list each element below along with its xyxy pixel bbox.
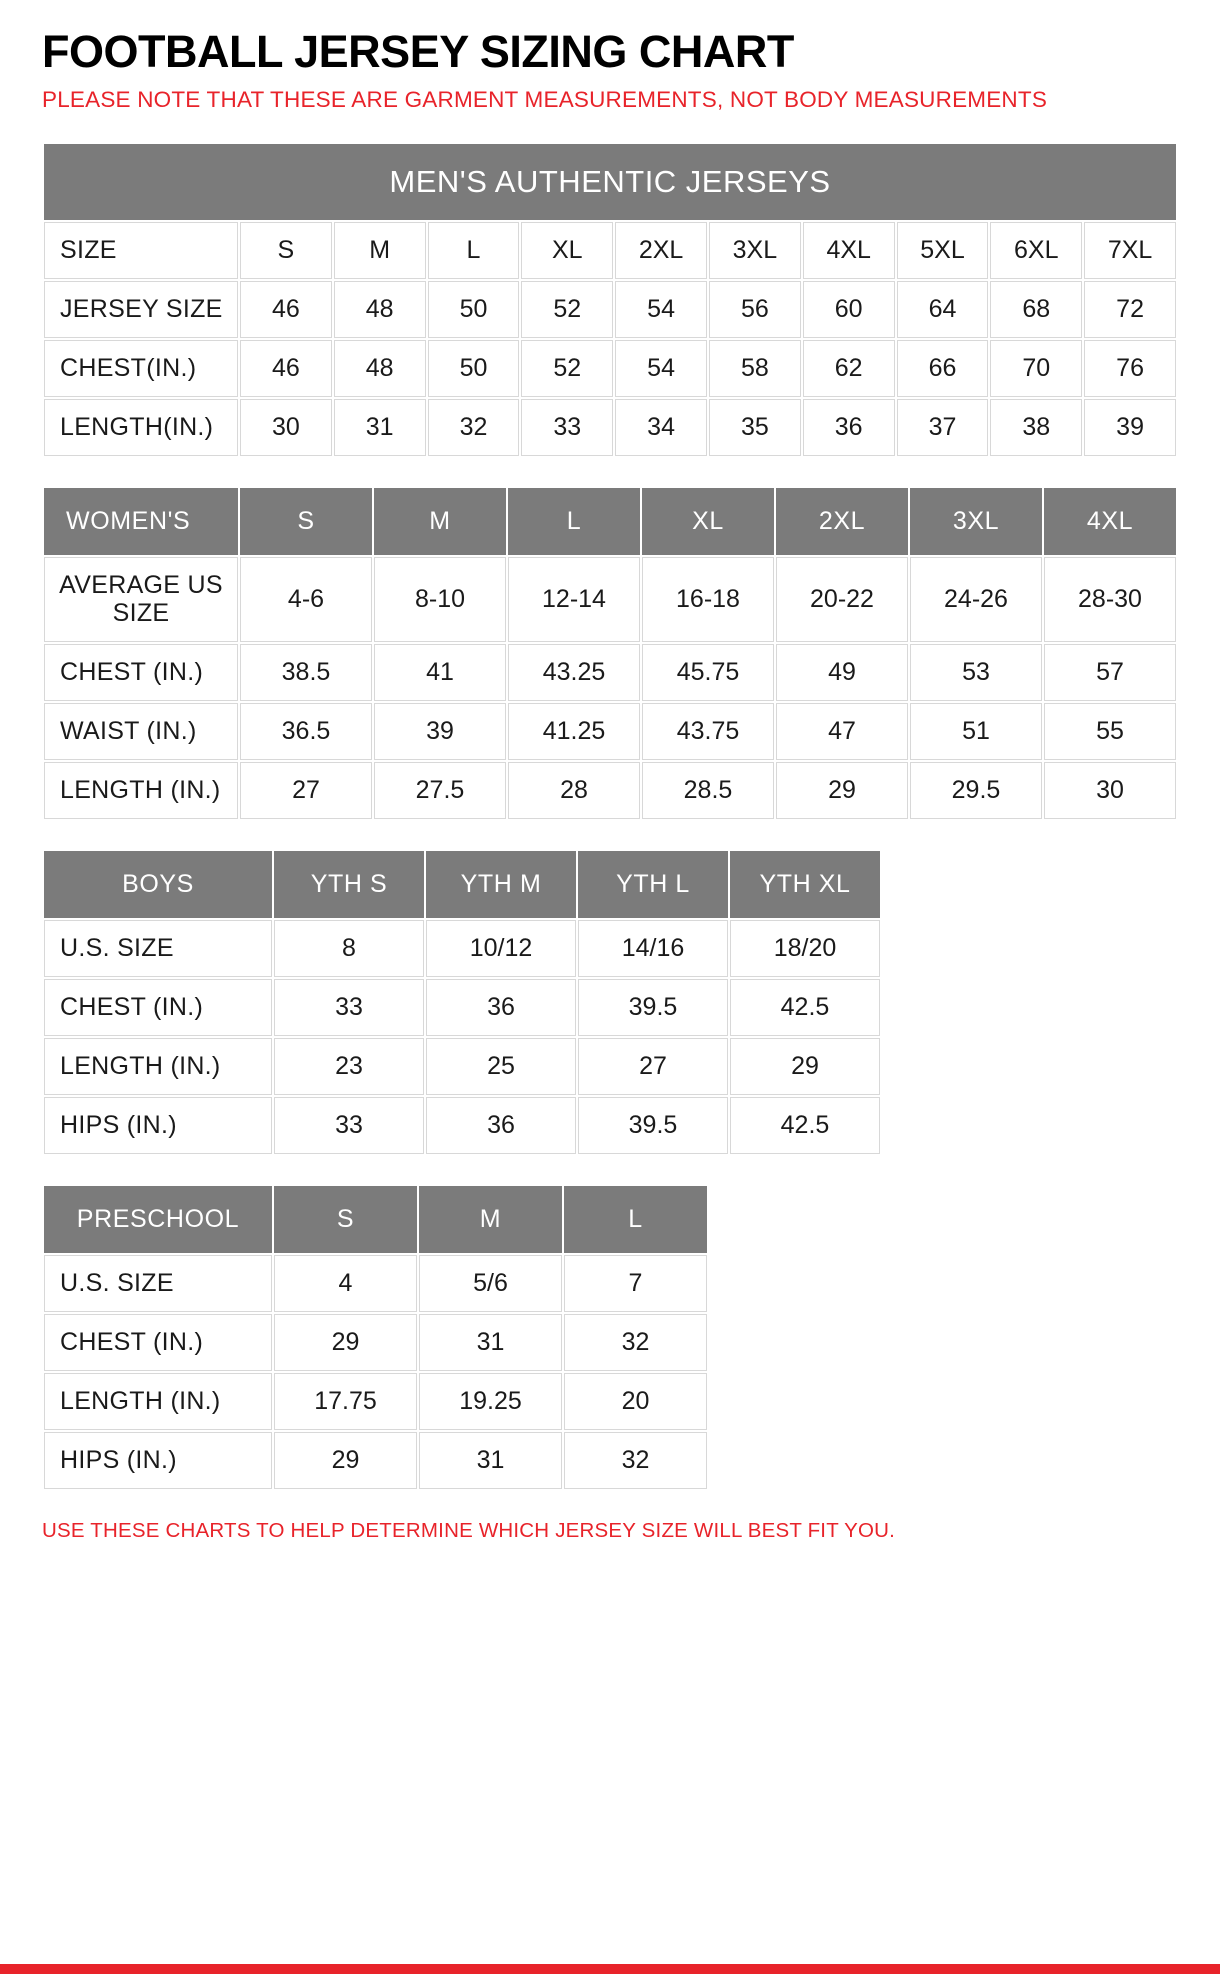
table-row — [43, 702, 1177, 761]
mens-size-label: SIZE — [43, 221, 239, 280]
bottom-accent-rule — [0, 1964, 1220, 1974]
table-row-header — [43, 487, 1177, 556]
data-cell: 64 — [896, 280, 990, 339]
data-cell: 54 — [614, 280, 708, 339]
preschool-size-cell: M — [418, 1185, 563, 1254]
data-cell: 24-26 — [909, 556, 1043, 644]
data-cell: 52 — [520, 280, 614, 339]
boys-size-cell: YTH M — [425, 850, 577, 919]
preschool-sizing-table — [42, 1184, 709, 1491]
data-cell: 33 — [273, 1096, 425, 1155]
data-cell: 16-18 — [641, 556, 775, 644]
table-row — [43, 1037, 881, 1096]
data-cell: 76 — [1083, 339, 1177, 398]
data-cell: 39.5 — [577, 1096, 729, 1155]
row-label: LENGTH(IN.) — [43, 398, 239, 457]
mens-size-cell: S — [239, 221, 333, 280]
data-cell: 39 — [1083, 398, 1177, 457]
data-cell: 36.5 — [239, 702, 373, 761]
data-cell: 32 — [563, 1313, 708, 1372]
data-cell: 31 — [418, 1431, 563, 1490]
data-cell: 8-10 — [373, 556, 507, 644]
data-cell: 45.75 — [641, 643, 775, 702]
data-cell: 43.25 — [507, 643, 641, 702]
womens-size-cell: S — [239, 487, 373, 556]
womens-sizing-table — [42, 486, 1178, 822]
data-cell: 41 — [373, 643, 507, 702]
data-cell: 47 — [775, 702, 909, 761]
data-cell: 33 — [273, 978, 425, 1037]
mens-size-cell: 7XL — [1083, 221, 1177, 280]
data-cell: 31 — [333, 398, 427, 457]
boys-size-cell: YTH S — [273, 850, 425, 919]
table-row — [43, 556, 1177, 644]
womens-size-cell: L — [507, 487, 641, 556]
table-row — [43, 1254, 708, 1313]
mens-size-cell: 3XL — [708, 221, 802, 280]
table-row — [43, 978, 881, 1037]
table-row-header — [43, 1185, 708, 1254]
table-row-banner — [43, 143, 1177, 221]
mens-size-cell: 5XL — [896, 221, 990, 280]
data-cell: 12-14 — [507, 556, 641, 644]
data-cell: 38.5 — [239, 643, 373, 702]
data-cell: 30 — [239, 398, 333, 457]
womens-size-cell: 3XL — [909, 487, 1043, 556]
boys-header-label: BOYS — [43, 850, 273, 919]
data-cell: 53 — [909, 643, 1043, 702]
table-row — [43, 761, 1177, 820]
data-cell: 36 — [425, 978, 577, 1037]
data-cell: 37 — [896, 398, 990, 457]
data-cell: 8 — [273, 919, 425, 978]
data-cell: 68 — [989, 280, 1083, 339]
womens-size-cell: 2XL — [775, 487, 909, 556]
data-cell: 62 — [802, 339, 896, 398]
data-cell: 58 — [708, 339, 802, 398]
mens-size-cell: 2XL — [614, 221, 708, 280]
data-cell: 46 — [239, 280, 333, 339]
data-cell: 5/6 — [418, 1254, 563, 1313]
data-cell: 72 — [1083, 280, 1177, 339]
data-cell: 55 — [1043, 702, 1177, 761]
data-cell: 28.5 — [641, 761, 775, 820]
table-row — [43, 1313, 708, 1372]
preschool-header-label: PRESCHOOL — [43, 1185, 273, 1254]
row-label: CHEST (IN.) — [43, 643, 239, 702]
data-cell: 46 — [239, 339, 333, 398]
data-cell: 31 — [418, 1313, 563, 1372]
data-cell: 27 — [239, 761, 373, 820]
data-cell: 57 — [1043, 643, 1177, 702]
data-cell: 7 — [563, 1254, 708, 1313]
data-cell: 20-22 — [775, 556, 909, 644]
table-row — [43, 919, 881, 978]
row-label: U.S. SIZE — [43, 1254, 273, 1313]
data-cell: 50 — [427, 280, 521, 339]
data-cell: 35 — [708, 398, 802, 457]
data-cell: 10/12 — [425, 919, 577, 978]
row-label: JERSEY SIZE — [43, 280, 239, 339]
data-cell: 23 — [273, 1037, 425, 1096]
boys-sizing-table — [42, 849, 882, 1156]
data-cell: 48 — [333, 339, 427, 398]
data-cell: 17.75 — [273, 1372, 418, 1431]
table-row — [43, 339, 1177, 398]
data-cell: 32 — [427, 398, 521, 457]
data-cell: 4 — [273, 1254, 418, 1313]
data-cell: 51 — [909, 702, 1043, 761]
data-cell: 29 — [775, 761, 909, 820]
data-cell: 27 — [577, 1037, 729, 1096]
preschool-size-cell: L — [563, 1185, 708, 1254]
data-cell: 19.25 — [418, 1372, 563, 1431]
boys-size-cell: YTH L — [577, 850, 729, 919]
row-label: LENGTH (IN.) — [43, 761, 239, 820]
data-cell: 42.5 — [729, 1096, 881, 1155]
data-cell: 54 — [614, 339, 708, 398]
data-cell: 60 — [802, 280, 896, 339]
data-cell: 66 — [896, 339, 990, 398]
row-label: CHEST(IN.) — [43, 339, 239, 398]
data-cell: 49 — [775, 643, 909, 702]
table-row — [43, 398, 1177, 457]
mens-size-cell: L — [427, 221, 521, 280]
data-cell: 52 — [520, 339, 614, 398]
data-cell: 20 — [563, 1372, 708, 1431]
data-cell: 38 — [989, 398, 1083, 457]
data-cell: 36 — [802, 398, 896, 457]
data-cell: 41.25 — [507, 702, 641, 761]
mens-size-cell: XL — [520, 221, 614, 280]
table-row — [43, 280, 1177, 339]
row-label: CHEST (IN.) — [43, 978, 273, 1037]
womens-size-cell: XL — [641, 487, 775, 556]
mens-banner: MEN'S AUTHENTIC JERSEYS — [43, 143, 1177, 221]
table-row — [43, 1431, 708, 1490]
data-cell: 42.5 — [729, 978, 881, 1037]
data-cell: 39 — [373, 702, 507, 761]
data-cell: 18/20 — [729, 919, 881, 978]
data-cell: 70 — [989, 339, 1083, 398]
data-cell: 33 — [520, 398, 614, 457]
data-cell: 28 — [507, 761, 641, 820]
womens-size-cell: 4XL — [1043, 487, 1177, 556]
preschool-size-cell: S — [273, 1185, 418, 1254]
data-cell: 48 — [333, 280, 427, 339]
womens-size-cell: M — [373, 487, 507, 556]
data-cell: 27.5 — [373, 761, 507, 820]
data-cell: 30 — [1043, 761, 1177, 820]
mens-sizing-table — [42, 142, 1178, 458]
footer-note: USE THESE CHARTS TO HELP DETERMINE WHICH JERSEY SIZE WILL BEST FIT YOU. — [42, 1519, 895, 1543]
row-label: HIPS (IN.) — [43, 1096, 273, 1155]
table-row — [43, 1372, 708, 1431]
table-row-header — [43, 221, 1177, 280]
row-label: LENGTH (IN.) — [43, 1372, 273, 1431]
data-cell: 14/16 — [577, 919, 729, 978]
data-cell: 29 — [729, 1037, 881, 1096]
page-title: FOOTBALL JERSEY SIZING CHART — [42, 26, 794, 77]
row-label: HIPS (IN.) — [43, 1431, 273, 1490]
table-row-header — [43, 850, 881, 919]
data-cell: 4-6 — [239, 556, 373, 644]
table-row — [43, 643, 1177, 702]
data-cell: 39.5 — [577, 978, 729, 1037]
mens-size-cell: 4XL — [802, 221, 896, 280]
data-cell: 29.5 — [909, 761, 1043, 820]
boys-size-cell: YTH XL — [729, 850, 881, 919]
row-label: AVERAGE US SIZE — [43, 556, 239, 644]
row-label: U.S. SIZE — [43, 919, 273, 978]
data-cell: 43.75 — [641, 702, 775, 761]
measurement-disclaimer: PLEASE NOTE THAT THESE ARE GARMENT MEASUREMENTS, NOT BODY MEASUREMENTS — [42, 87, 1048, 113]
row-label: WAIST (IN.) — [43, 702, 239, 761]
data-cell: 34 — [614, 398, 708, 457]
data-cell: 56 — [708, 280, 802, 339]
data-cell: 36 — [425, 1096, 577, 1155]
row-label: LENGTH (IN.) — [43, 1037, 273, 1096]
data-cell: 28-30 — [1043, 556, 1177, 644]
data-cell: 29 — [273, 1431, 418, 1490]
womens-header-label: WOMEN'S — [43, 487, 239, 556]
data-cell: 32 — [563, 1431, 708, 1490]
table-row — [43, 1096, 881, 1155]
mens-size-cell: 6XL — [989, 221, 1083, 280]
data-cell: 29 — [273, 1313, 418, 1372]
data-cell: 50 — [427, 339, 521, 398]
row-label: CHEST (IN.) — [43, 1313, 273, 1372]
mens-size-cell: M — [333, 221, 427, 280]
data-cell: 25 — [425, 1037, 577, 1096]
